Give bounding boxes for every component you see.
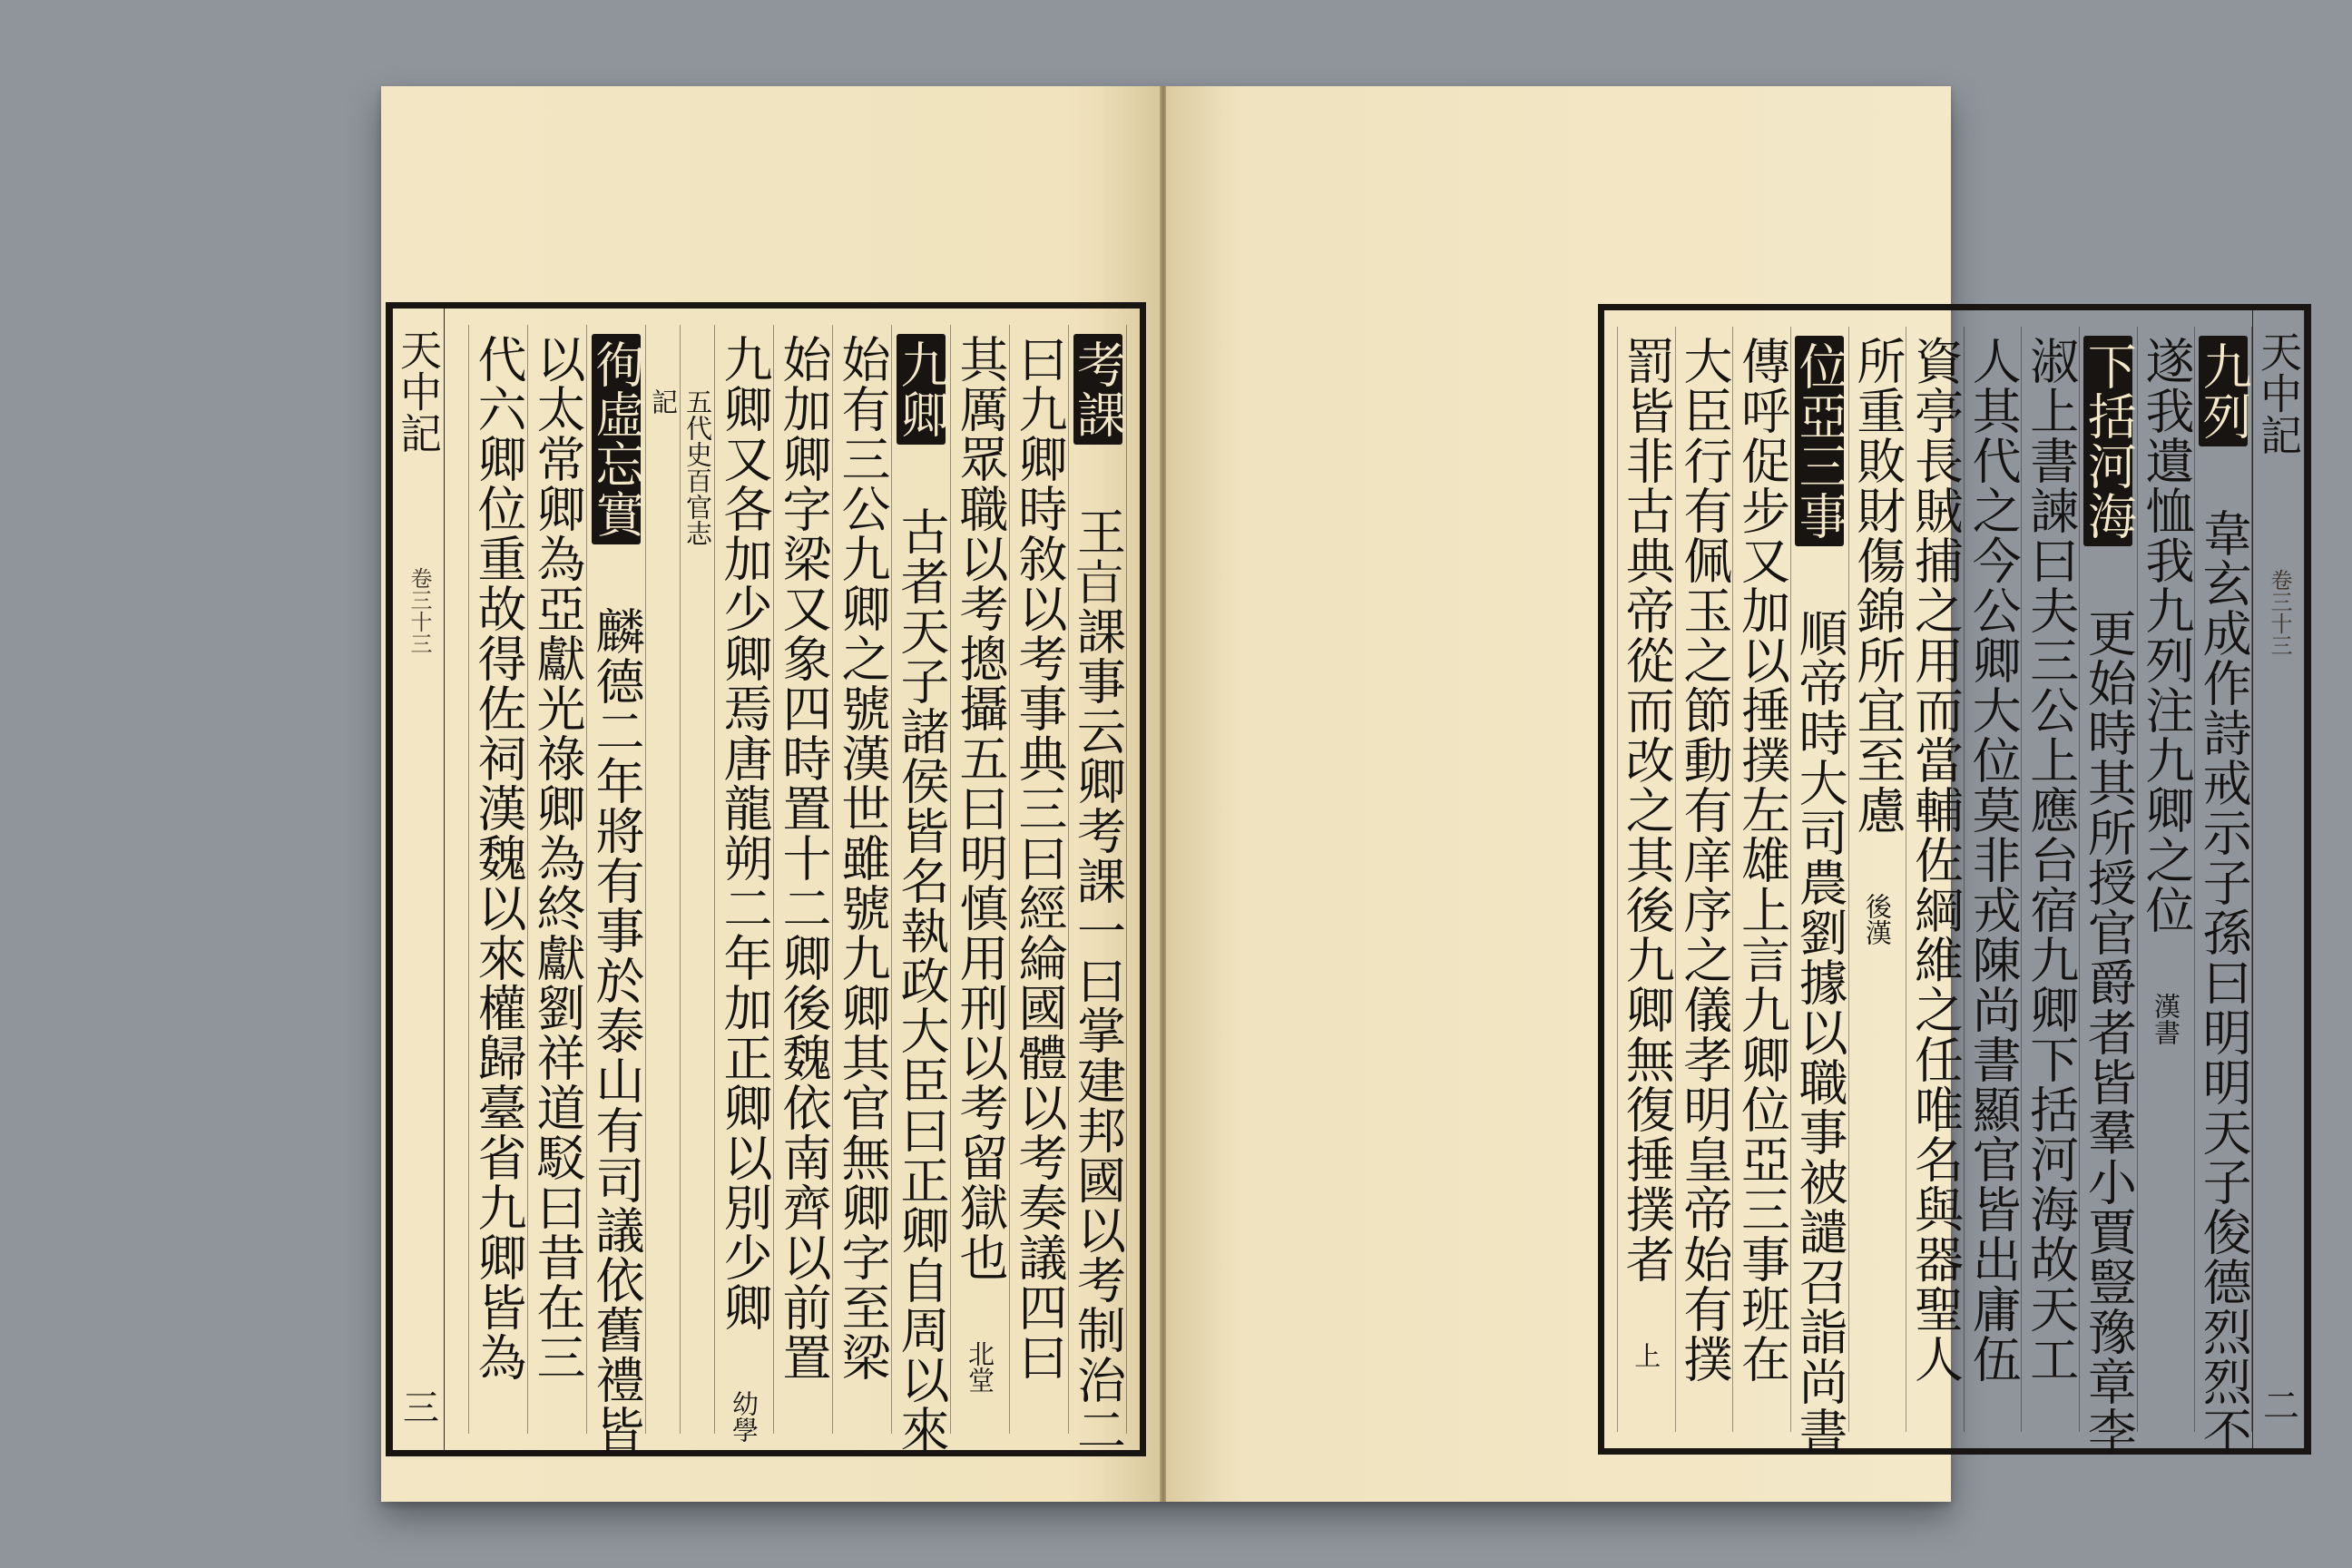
left-column xyxy=(468,325,527,1434)
left-column-note: 幼學 xyxy=(729,1390,760,1443)
right-column xyxy=(1675,327,1733,1432)
left-column xyxy=(527,325,586,1434)
right-column xyxy=(2079,327,2138,1456)
right-column-text: 所重敗財傷錦所宜至慮 xyxy=(1848,336,1906,835)
right-column-text: 罰皆非古典帝從而改之其後九卿無復捶撲者 xyxy=(1618,336,1676,1284)
left-column-text: 九卿又各加少卿焉唐龍朔二年加正卿以別少卿 xyxy=(716,334,773,1332)
right-column-text: 淑上書諫曰夫三公上應台宿九卿下括河海故天工 xyxy=(2022,336,2080,1384)
right-column xyxy=(1906,327,1964,1432)
right-heading-xiakuohehai: 下括河海 xyxy=(2083,336,2132,546)
left-title-text: 天中記 xyxy=(394,328,443,454)
right-column-text: 人其代之今公卿大位莫非戎陳尚書顯官皆出庸伍 xyxy=(1965,336,2023,1384)
right-column-text: 遂我遺恤我九列注九卿之位 xyxy=(2138,336,2196,935)
left-column xyxy=(832,325,891,1434)
left-column-text: 麟德二年將有事於泰山有司議依舊禮皆 xyxy=(588,606,645,1455)
left-column xyxy=(586,325,645,1455)
left-heading-kaoke: 考課 xyxy=(1073,334,1122,445)
left-column-text: 始有三公九卿之號漢世雖號九卿其官無卿字至梁 xyxy=(834,334,891,1382)
left-volume-mark: 卷三十三 xyxy=(407,567,432,654)
book-spread xyxy=(381,86,2303,1502)
right-column xyxy=(1732,327,1790,1432)
left-column-note: 北堂 xyxy=(965,1340,995,1393)
right-column-text: 更始時其所授官爵者皆羣小賈豎豫章李 xyxy=(2080,608,2138,1456)
left-column-note: 記 xyxy=(648,388,679,415)
left-column xyxy=(1009,325,1068,1434)
left-page xyxy=(381,86,1161,1502)
left-folio: 三 xyxy=(397,1388,439,1425)
left-heading-xuxuwangshi: 徇虛忘實 xyxy=(592,334,641,544)
right-column-text: 大臣行有佩玉之節動有庠序之儀孝明皇帝始有撲 xyxy=(1675,336,1733,1384)
right-column-text: 傳呼促步又加以捶撲左雄上言九卿位亞三事班在 xyxy=(1733,336,1791,1384)
left-column-text: 始加卿字梁又象四時置十二卿後魏依南齊以前置 xyxy=(775,334,832,1382)
left-columns xyxy=(445,325,1127,1455)
right-column xyxy=(1790,327,1849,1456)
right-column xyxy=(1848,327,1906,1432)
left-column xyxy=(645,325,680,1434)
right-heading-weiyasanshi: 位亞三事 xyxy=(1795,336,1844,546)
left-column-text: 古者天子諸侯皆名執政大臣曰正卿自周以來 xyxy=(893,506,950,1455)
left-column xyxy=(891,325,950,1455)
left-column xyxy=(1068,325,1127,1455)
left-column-text: 以太常卿為亞獻光祿卿為終獻劉祥道駁曰昔在三 xyxy=(529,334,586,1382)
right-title-box xyxy=(2252,310,2305,1448)
left-column xyxy=(680,325,714,1434)
left-column-text: 代六卿位重故得佐祠漢魏以來權歸臺省九卿皆為 xyxy=(470,334,527,1382)
right-column-text: 順帝時大司農劉據以職事被譴召詣尚書 xyxy=(1791,608,1849,1456)
left-column xyxy=(714,325,773,1443)
right-column-text: 韋玄成作詩戒示子孫曰明明天子俊德烈烈不 xyxy=(2195,508,2253,1456)
left-title-box xyxy=(392,309,445,1450)
right-page-frame xyxy=(1598,304,2311,1455)
right-volume-mark: 卷三十三 xyxy=(2267,569,2292,656)
right-page-spine-strip xyxy=(1166,86,1222,1502)
left-column xyxy=(950,325,1009,1434)
left-heading-jiuqing: 九卿 xyxy=(897,334,946,445)
right-column xyxy=(2021,327,2079,1432)
right-column-text: 資亭長賊捕之用而當輔佐綱維之任唯名與器聖人 xyxy=(1906,336,1965,1384)
right-column xyxy=(1964,327,2022,1432)
right-column xyxy=(2137,327,2195,1432)
left-column-text: 王𣅀課事云卿考課一曰掌建邦國以考制治二 xyxy=(1069,506,1127,1455)
left-column xyxy=(773,325,832,1434)
right-column xyxy=(1617,327,1675,1432)
right-column-note: 後漢 xyxy=(1861,893,1893,946)
left-page-frame xyxy=(386,302,1146,1456)
left-column-text: 其厲眾職以考摠攝五曰明慎用刑以考留獄也 xyxy=(952,334,1009,1282)
right-column-note: 漢書 xyxy=(2151,993,2182,1045)
right-folio: 二 xyxy=(2257,1387,2299,1423)
right-columns xyxy=(1617,327,2253,1456)
right-heading-jiulie: 九列 xyxy=(2199,336,2248,446)
right-title-text: 天中記 xyxy=(2254,330,2303,456)
right-column xyxy=(2194,327,2253,1456)
left-column-note: 五代史百官志 xyxy=(682,388,713,546)
left-column-text: 曰九卿時敘以考事典三曰經綸國體以考奏議四曰 xyxy=(1011,334,1068,1382)
right-page xyxy=(1166,86,2303,1502)
right-column-note: 上 xyxy=(1631,1342,1662,1368)
